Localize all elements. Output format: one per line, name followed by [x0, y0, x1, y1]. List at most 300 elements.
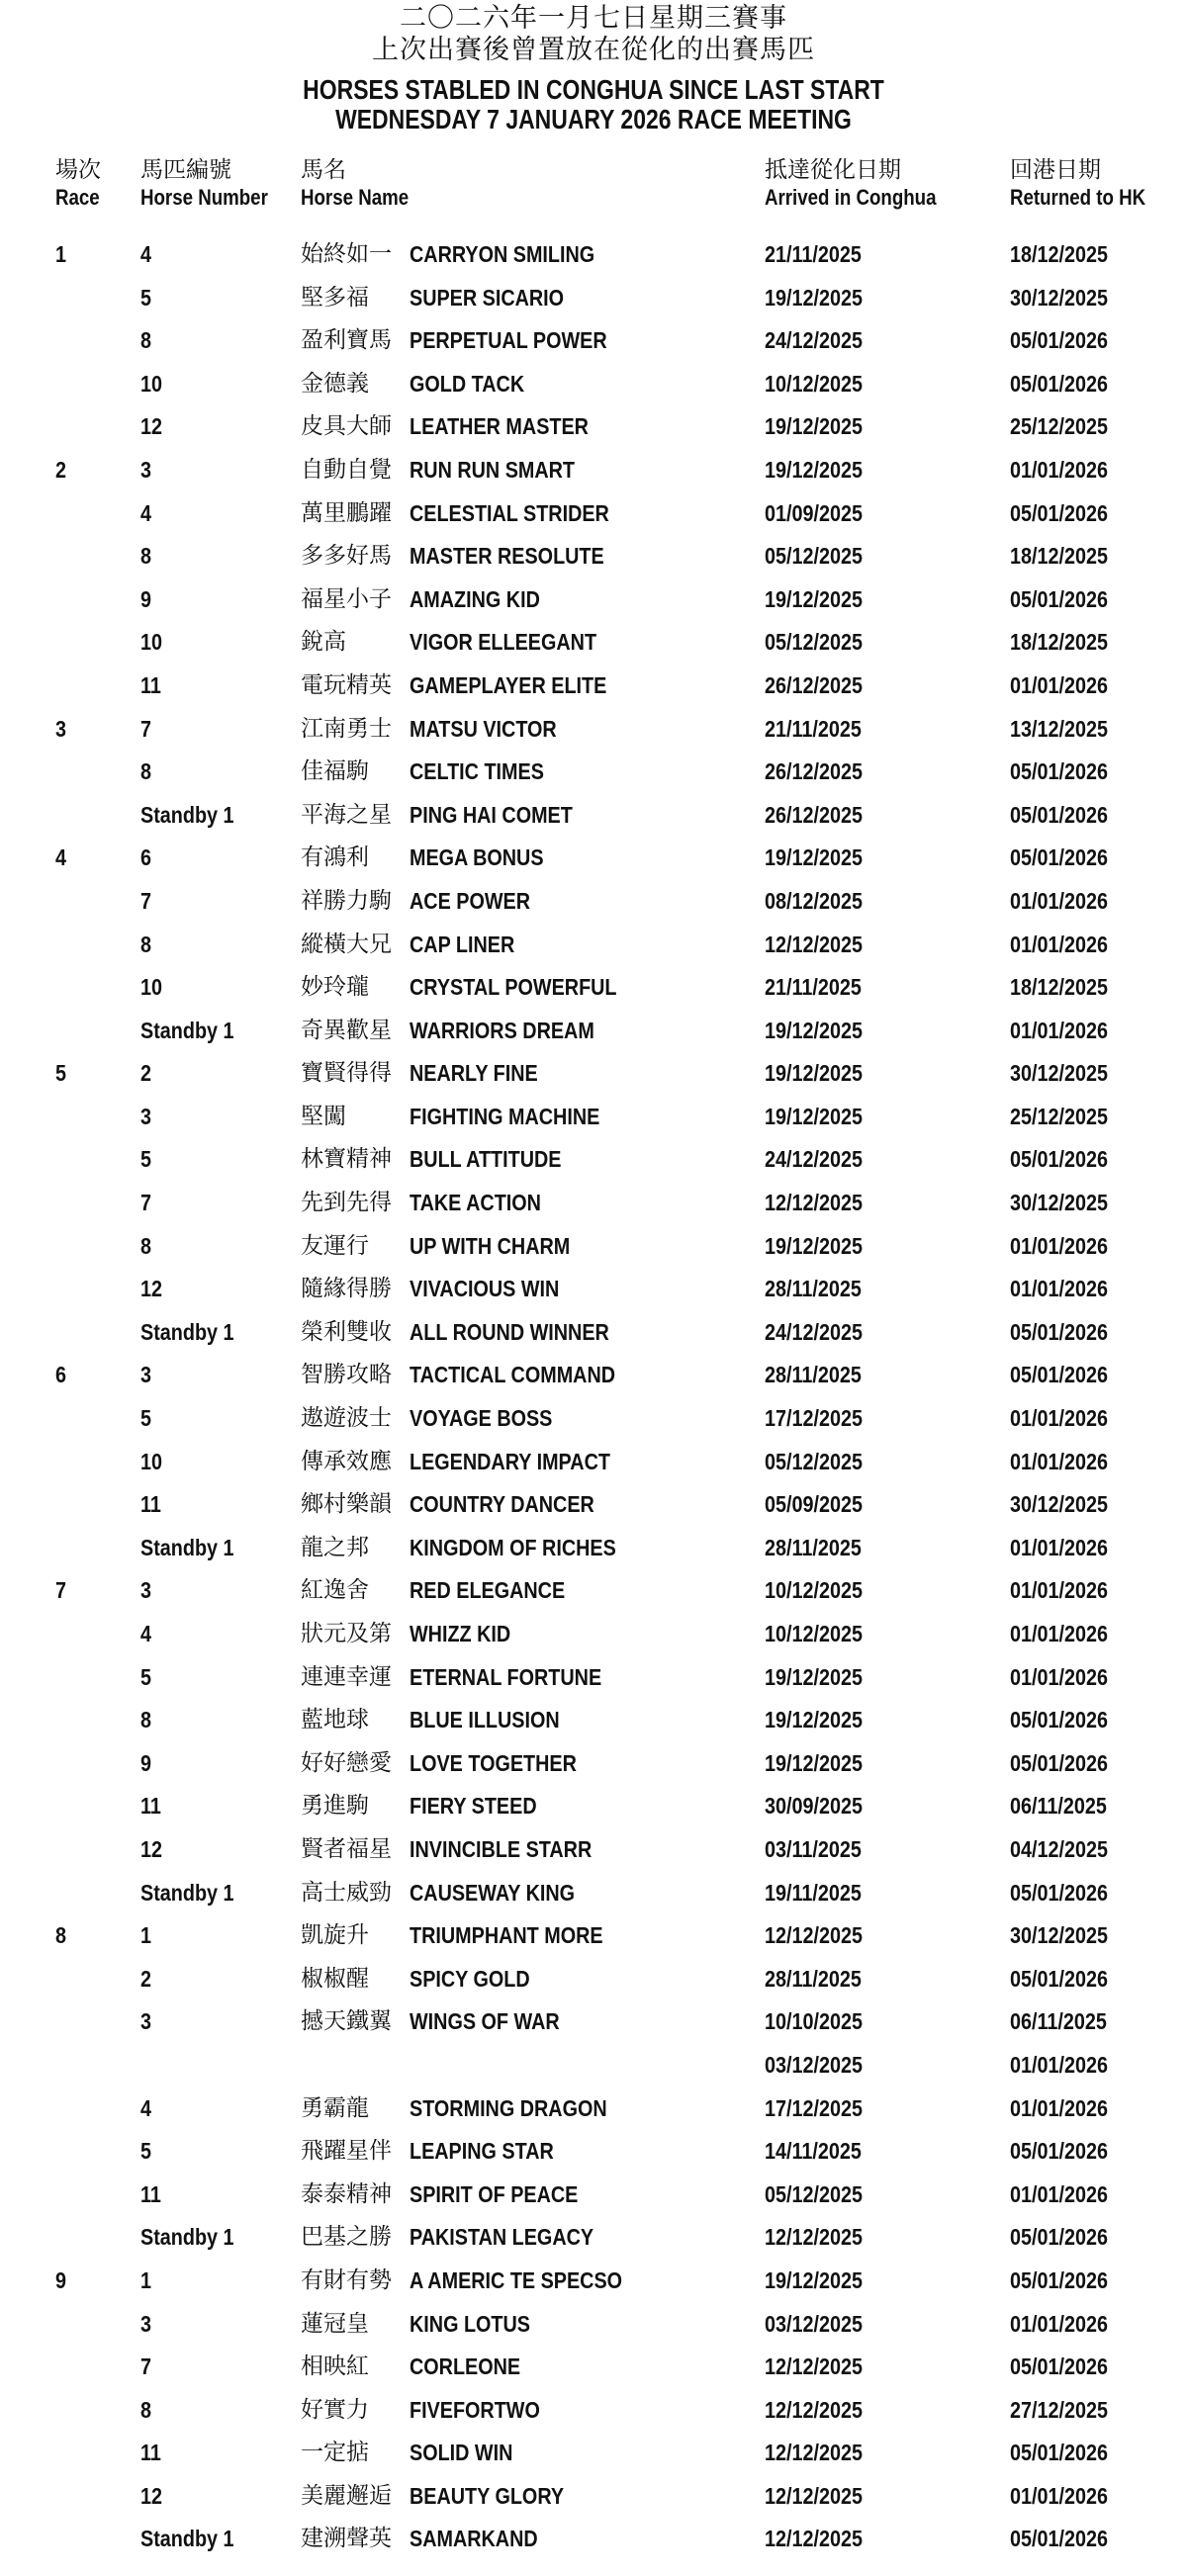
horse-name-zh-cell: 堅闖	[301, 1103, 346, 1129]
column-header-returned	[1010, 156, 1169, 212]
returned-date-cell: 06/11/2025	[1010, 2008, 1107, 2035]
horse-name-zh-cell: 有財有勢	[301, 2266, 392, 2293]
table-row	[0, 322, 1187, 366]
horse-name-en-cell: WINGS OF WAR	[410, 2008, 560, 2035]
horse-number-cell: 12	[140, 1835, 163, 1862]
column-header-number	[140, 156, 291, 212]
horse-name-en-cell: VOYAGE BOSS	[410, 1405, 553, 1432]
returned-date-cell: 05/01/2026	[1010, 758, 1109, 785]
horse-number-cell: 8	[140, 931, 152, 957]
horse-name-zh-cell: 美麗邂逅	[301, 2482, 392, 2509]
horse-name-zh-cell: 縱橫大兄	[301, 931, 392, 957]
arrived-date-cell: 12/12/2025	[765, 1190, 864, 1216]
table-row	[0, 1486, 1187, 1530]
horse-name-zh-cell: 凱旋升	[301, 1922, 369, 1949]
horse-number-cell: 8	[140, 758, 152, 785]
arrived-date-cell: 10/12/2025	[765, 370, 864, 397]
horse-name-zh-cell: 鄉村樂韻	[301, 1491, 392, 1518]
race-cell: 7	[55, 1577, 67, 1604]
arrived-date-cell: 05/12/2025	[765, 629, 864, 656]
table-row	[0, 927, 1187, 970]
column-header-name-zh: 馬名	[301, 157, 346, 183]
returned-date-cell: 01/01/2026	[1010, 2094, 1109, 2121]
arrived-date-cell: 12/12/2025	[765, 2526, 864, 2552]
horse-number-cell: 3	[140, 2008, 152, 2035]
horse-number-cell: Standby 1	[140, 1318, 234, 1345]
returned-date-cell: 18/12/2025	[1010, 974, 1109, 1001]
horse-name-en-cell: AMAZING KID	[410, 585, 540, 612]
arrived-date-cell: 19/12/2025	[765, 284, 864, 311]
table-row	[0, 1444, 1187, 1487]
horse-number-cell: 5	[140, 1405, 152, 1432]
horse-name-en-cell: WARRIORS DREAM	[410, 1017, 594, 1043]
title-zh-line1: 二〇二六年一月七日星期三賽事	[400, 3, 787, 34]
arrived-date-cell: 28/11/2025	[765, 1534, 862, 1560]
horse-name-zh-cell: 勇霸龍	[301, 2094, 369, 2121]
horse-number-cell: 4	[140, 2094, 152, 2121]
horse-name-zh-cell: 江南勇士	[301, 715, 392, 742]
table-row	[0, 2263, 1187, 2306]
table-row	[0, 797, 1187, 841]
returned-date-cell: 01/01/2026	[1010, 2482, 1109, 2509]
horse-name-en-cell: CELESTIAL STRIDER	[410, 499, 609, 526]
horse-name-en-cell: FIERY STEED	[410, 1793, 537, 1820]
horse-number-cell: 12	[140, 1276, 163, 1302]
horse-name-zh-cell: 林寶精神	[301, 1146, 392, 1173]
horse-number-cell: 9	[140, 1749, 152, 1776]
horse-number-cell: 8	[140, 1232, 152, 1259]
returned-date-cell: 05/01/2026	[1010, 844, 1109, 871]
horse-number-cell: Standby 1	[140, 801, 234, 828]
horse-name-zh-cell: 寶賢得得	[301, 1060, 392, 1087]
returned-date-cell: 05/01/2026	[1010, 2266, 1109, 2293]
horse-name-zh-cell: 妙玲瓏	[301, 974, 369, 1001]
title-en-line2: WEDNESDAY 7 JANUARY 2026 RACE MEETING	[335, 104, 852, 134]
returned-date-cell: 05/01/2026	[1010, 327, 1109, 354]
horse-name-zh-cell: 銳高	[301, 629, 346, 656]
column-header-arrived	[765, 156, 966, 212]
table-row	[0, 495, 1187, 539]
table-row	[0, 1572, 1187, 1616]
horse-name-en-cell: KING LOTUS	[410, 2310, 530, 2337]
column-header-number-en: Horse Number	[140, 185, 268, 210]
horse-name-zh-cell: 好好戀愛	[301, 1749, 392, 1776]
horse-number-cell: 3	[140, 1577, 152, 1604]
title-zh-line2: 上次出賽後曾置放在從化的出賽馬匹	[372, 35, 815, 65]
horse-name-en-cell: NEARLY FINE	[410, 1060, 538, 1087]
horse-name-zh-cell: 祥勝力駒	[301, 887, 392, 914]
horse-name-en-cell: ETERNAL FORTUNE	[410, 1663, 602, 1690]
horse-name-en-cell: MATSU VICTOR	[410, 715, 557, 742]
horse-number-cell: 10	[140, 629, 163, 656]
horse-number-cell: 6	[140, 844, 152, 871]
horse-name-zh-cell: 佳福駒	[301, 758, 369, 785]
arrived-date-cell: 19/12/2025	[765, 1749, 864, 1776]
horse-number-cell: 2	[140, 1965, 152, 1992]
table-row	[0, 1228, 1187, 1272]
horse-name-en-cell: PAKISTAN LEGACY	[410, 2224, 594, 2251]
horse-name-zh-cell: 椒椒醒	[301, 1965, 369, 1992]
horse-name-en-cell: CORLEONE	[410, 2354, 521, 2380]
horse-name-en-cell: TRIUMPHANT MORE	[410, 1922, 603, 1949]
returned-date-cell: 27/12/2025	[1010, 2396, 1109, 2423]
horse-name-en-cell: ALL ROUND WINNER	[410, 1318, 609, 1345]
horse-name-en-cell: A AMERIC TE SPECSO	[410, 2266, 623, 2293]
arrived-date-cell: 28/11/2025	[765, 1362, 862, 1388]
returned-date-cell: 18/12/2025	[1010, 629, 1109, 656]
horse-name-en-cell: KINGDOM OF RICHES	[410, 1534, 616, 1560]
returned-date-cell: 05/01/2026	[1010, 1965, 1109, 1992]
table-row	[0, 1961, 1187, 2004]
horse-number-cell: 3	[140, 2310, 152, 2337]
returned-date-cell: 01/01/2026	[1010, 671, 1109, 698]
returned-date-cell: 01/01/2026	[1010, 1663, 1109, 1690]
column-header-arrived-zh: 抵達從化日期	[765, 157, 901, 183]
column-header-number-zh: 馬匹編號	[140, 157, 231, 183]
horse-name-en-cell: BULL ATTITUDE	[410, 1146, 562, 1173]
table-row	[0, 280, 1187, 323]
horse-number-cell: 11	[140, 1793, 161, 1820]
arrived-date-cell: 21/11/2025	[765, 974, 862, 1001]
horse-name-zh-cell: 隨緣得勝	[301, 1276, 392, 1302]
table-row	[0, 1875, 1187, 1918]
table-row	[0, 1141, 1187, 1185]
arrived-date-cell: 17/12/2025	[765, 2094, 864, 2121]
horse-name-zh-cell: 盈利寶馬	[301, 327, 392, 354]
arrived-date-cell: 19/11/2025	[765, 1879, 862, 1906]
table-row	[0, 2219, 1187, 2263]
horse-number-cell: 7	[140, 1190, 152, 1216]
table-row	[0, 1831, 1187, 1875]
horse-name-zh-cell: 遨遊波士	[301, 1405, 392, 1432]
arrived-date-cell: 17/12/2025	[765, 1405, 864, 1432]
arrived-date-cell: 19/12/2025	[765, 456, 864, 483]
horse-name-en-cell: CARRYON SMILING	[410, 241, 595, 267]
table-row	[0, 2306, 1187, 2350]
horse-name-en-cell: LOVE TOGETHER	[410, 1749, 577, 1776]
race-cell: 6	[55, 1362, 67, 1388]
arrived-date-cell: 19/12/2025	[765, 844, 864, 871]
horse-name-en-cell: SOLID WIN	[410, 2440, 513, 2466]
column-header-returned-en: Returned to HK	[1010, 185, 1146, 210]
arrived-date-cell: 05/12/2025	[765, 543, 864, 570]
table-row	[0, 2047, 1187, 2090]
returned-date-cell: 05/01/2026	[1010, 801, 1109, 828]
horse-number-cell: 4	[140, 499, 152, 526]
returned-date-cell: 01/01/2026	[1010, 1577, 1109, 1604]
returned-date-cell: 05/01/2026	[1010, 1707, 1109, 1733]
returned-date-cell: 25/12/2025	[1010, 413, 1109, 440]
returned-date-cell: 30/12/2025	[1010, 1922, 1109, 1949]
returned-date-cell: 06/11/2025	[1010, 1793, 1107, 1820]
horse-number-cell: 11	[140, 2440, 161, 2466]
arrived-date-cell: 05/12/2025	[765, 2180, 864, 2207]
arrived-date-cell: 19/12/2025	[765, 1103, 864, 1129]
horse-name-en-cell: TAKE ACTION	[410, 1190, 541, 1216]
table-row	[0, 1788, 1187, 1831]
horse-name-zh-cell: 自動自覺	[301, 456, 392, 483]
horse-name-en-cell: COUNTRY DANCER	[410, 1491, 594, 1518]
returned-date-cell: 05/01/2026	[1010, 2526, 1109, 2552]
horse-name-en-cell: CELTIC TIMES	[410, 758, 544, 785]
horse-table	[0, 236, 1187, 2564]
horse-number-cell: 12	[140, 2482, 163, 2509]
horse-name-zh-cell: 好實力	[301, 2396, 369, 2423]
horse-number-cell: 7	[140, 887, 152, 914]
horse-number-cell: 9	[140, 585, 152, 612]
arrived-date-cell: 12/12/2025	[765, 2354, 864, 2380]
horse-name-en-cell: SAMARKAND	[410, 2526, 538, 2552]
table-row	[0, 711, 1187, 755]
horse-name-zh-cell: 撼天鐵翼	[301, 2008, 392, 2035]
returned-date-cell: 01/01/2026	[1010, 2180, 1109, 2207]
arrived-date-cell: 19/12/2025	[765, 1707, 864, 1733]
horse-name-en-cell: PING HAI COMET	[410, 801, 573, 828]
horse-number-cell: 10	[140, 974, 163, 1001]
horse-number-cell: 8	[140, 543, 152, 570]
horse-name-en-cell: WHIZZ KID	[410, 1621, 511, 1646]
horse-number-cell: 10	[140, 370, 163, 397]
returned-date-cell: 01/01/2026	[1010, 1405, 1109, 1432]
horse-name-en-cell: STORMING DRAGON	[410, 2094, 607, 2121]
race-cell: 8	[55, 1922, 67, 1949]
returned-date-cell: 13/12/2025	[1010, 715, 1109, 742]
returned-date-cell: 05/01/2026	[1010, 1146, 1109, 1173]
arrived-date-cell: 12/12/2025	[765, 2440, 864, 2466]
horse-name-en-cell: UP WITH CHARM	[410, 1232, 571, 1259]
table-row	[0, 236, 1187, 280]
horse-name-en-cell: LEGENDARY IMPACT	[410, 1448, 610, 1474]
arrived-date-cell: 12/12/2025	[765, 2482, 864, 2509]
arrived-date-cell: 05/12/2025	[765, 1448, 864, 1474]
horse-name-zh-cell: 平海之星	[301, 801, 392, 828]
table-row	[0, 1314, 1187, 1358]
arrived-date-cell: 28/11/2025	[765, 1965, 862, 1992]
horse-number-cell: 1	[140, 1922, 152, 1949]
arrived-date-cell: 08/12/2025	[765, 887, 864, 914]
table-row	[0, 1530, 1187, 1573]
horse-number-cell: 12	[140, 413, 163, 440]
race-cell: 4	[55, 844, 67, 871]
horse-number-cell: 5	[140, 284, 152, 311]
returned-date-cell: 05/01/2026	[1010, 2224, 1109, 2251]
returned-date-cell: 01/01/2026	[1010, 2310, 1109, 2337]
returned-date-cell: 05/01/2026	[1010, 499, 1109, 526]
horse-number-cell: 3	[140, 1362, 152, 1388]
column-header-race-zh: 場次	[55, 157, 101, 183]
horse-number-cell: Standby 1	[140, 2526, 234, 2552]
horse-name-zh-cell: 多多好馬	[301, 543, 392, 570]
table-row	[0, 1616, 1187, 1659]
horse-number-cell: 7	[140, 2354, 152, 2380]
race-cell: 1	[55, 241, 67, 267]
horse-name-zh-cell: 榮利雙收	[301, 1318, 392, 1345]
horse-name-zh-cell: 萬里鵬躍	[301, 499, 392, 526]
returned-date-cell: 01/01/2026	[1010, 1448, 1109, 1474]
column-header-arrived-en: Arrived in Conghua	[765, 185, 937, 210]
returned-date-cell: 01/01/2026	[1010, 2051, 1109, 2078]
horse-number-cell: 8	[140, 327, 152, 354]
horse-number-cell: 11	[140, 671, 161, 698]
arrived-date-cell: 12/12/2025	[765, 2396, 864, 2423]
returned-date-cell: 05/01/2026	[1010, 2440, 1109, 2466]
horse-number-cell: 11	[140, 2180, 161, 2207]
horse-name-zh-cell: 先到先得	[301, 1190, 392, 1216]
column-headers	[0, 156, 1187, 216]
table-row	[0, 1659, 1187, 1703]
horse-number-cell: Standby 1	[140, 1534, 234, 1560]
table-row	[0, 2133, 1187, 2176]
horse-name-zh-cell: 友運行	[301, 1232, 369, 1259]
table-row	[0, 969, 1187, 1013]
horse-name-en-cell: GAMEPLAYER ELITE	[410, 671, 607, 698]
horse-name-en-cell: BEAUTY GLORY	[410, 2482, 565, 2509]
returned-date-cell: 01/01/2026	[1010, 456, 1109, 483]
table-row	[0, 1055, 1187, 1099]
arrived-date-cell: 28/11/2025	[765, 1276, 862, 1302]
horse-number-cell: 5	[140, 1146, 152, 1173]
horse-number-cell: 1	[140, 2266, 152, 2293]
horse-name-en-cell: INVINCIBLE STARR	[410, 1835, 593, 1862]
table-row	[0, 883, 1187, 927]
horse-number-cell: 10	[140, 1448, 163, 1474]
arrived-date-cell: 19/12/2025	[765, 1060, 864, 1087]
horse-name-en-cell: CAP LINER	[410, 931, 515, 957]
column-header-name	[301, 156, 427, 212]
arrived-date-cell: 05/09/2025	[765, 1491, 864, 1518]
horse-name-zh-cell: 智勝攻略	[301, 1362, 392, 1388]
horse-number-cell: 3	[140, 456, 152, 483]
returned-date-cell: 05/01/2026	[1010, 2354, 1109, 2380]
column-header-race-en: Race	[55, 185, 100, 210]
arrived-date-cell: 26/12/2025	[765, 801, 864, 828]
race-cell: 5	[55, 1060, 67, 1087]
horse-number-cell: Standby 1	[140, 1879, 234, 1906]
arrived-date-cell: 03/12/2025	[765, 2310, 864, 2337]
horse-name-zh-cell: 連連幸運	[301, 1663, 392, 1690]
returned-date-cell: 04/12/2025	[1010, 1835, 1109, 1862]
returned-date-cell: 30/12/2025	[1010, 284, 1109, 311]
column-header-name-en: Horse Name	[301, 185, 410, 210]
horse-number-cell: 3	[140, 1103, 152, 1129]
arrived-date-cell: 26/12/2025	[765, 758, 864, 785]
returned-date-cell: 30/12/2025	[1010, 1491, 1109, 1518]
table-row	[0, 2435, 1187, 2478]
horse-name-en-cell: MASTER RESOLUTE	[410, 543, 604, 570]
returned-date-cell: 18/12/2025	[1010, 543, 1109, 570]
horse-number-cell: 8	[140, 2396, 152, 2423]
horse-number-cell: 5	[140, 2138, 152, 2165]
horse-name-zh-cell: 電玩精英	[301, 671, 392, 698]
table-row	[0, 2478, 1187, 2522]
table-row	[0, 754, 1187, 797]
horse-number-cell: 7	[140, 715, 152, 742]
horse-name-zh-cell: 有鴻利	[301, 844, 369, 871]
horse-name-zh-cell: 始終如一	[301, 241, 392, 267]
arrived-date-cell: 19/12/2025	[765, 585, 864, 612]
horse-name-zh-cell: 奇異歡星	[301, 1017, 392, 1043]
horse-name-en-cell: RED ELEGANCE	[410, 1577, 566, 1604]
horse-name-zh-cell: 福星小子	[301, 585, 392, 612]
horse-name-en-cell: GOLD TACK	[410, 370, 525, 397]
arrived-date-cell: 19/12/2025	[765, 1017, 864, 1043]
table-row	[0, 366, 1187, 409]
arrived-date-cell: 14/11/2025	[765, 2138, 862, 2165]
arrived-date-cell: 19/12/2025	[765, 413, 864, 440]
horse-number-cell: 4	[140, 1621, 152, 1646]
table-row	[0, 667, 1187, 711]
arrived-date-cell: 24/12/2025	[765, 1318, 864, 1345]
horse-name-zh-cell: 狀元及第	[301, 1621, 392, 1646]
horse-name-zh-cell: 紅逸舍	[301, 1577, 369, 1604]
arrived-date-cell: 21/11/2025	[765, 241, 862, 267]
returned-date-cell: 05/01/2026	[1010, 585, 1109, 612]
horse-name-zh-cell: 蓮冠皇	[301, 2310, 369, 2337]
horse-name-en-cell: CAUSEWAY KING	[410, 1879, 576, 1906]
arrived-date-cell: 10/10/2025	[765, 2008, 864, 2035]
horse-name-en-cell: MEGA BONUS	[410, 844, 544, 871]
arrived-date-cell: 24/12/2025	[765, 327, 864, 354]
table-row	[0, 408, 1187, 452]
horse-name-zh-cell: 飛躍星伴	[301, 2138, 392, 2165]
returned-date-cell: 25/12/2025	[1010, 1103, 1109, 1129]
arrived-date-cell: 30/09/2025	[765, 1793, 864, 1820]
returned-date-cell: 05/01/2026	[1010, 1318, 1109, 1345]
horse-number-cell: 8	[140, 1707, 152, 1733]
race-cell: 9	[55, 2266, 67, 2293]
returned-date-cell: 01/01/2026	[1010, 931, 1109, 957]
returned-date-cell: 05/01/2026	[1010, 370, 1109, 397]
horse-name-zh-cell: 龍之邦	[301, 1534, 369, 1560]
race-cell: 2	[55, 456, 67, 483]
horse-name-zh-cell: 皮具大師	[301, 413, 392, 440]
table-row	[0, 581, 1187, 625]
horse-name-en-cell: RUN RUN SMART	[410, 456, 576, 483]
arrived-date-cell: 10/12/2025	[765, 1621, 864, 1646]
table-row	[0, 1702, 1187, 1745]
horse-name-en-cell: SUPER SICARIO	[410, 284, 565, 311]
returned-date-cell: 30/12/2025	[1010, 1060, 1109, 1087]
table-row	[0, 1013, 1187, 1056]
returned-date-cell: 05/01/2026	[1010, 1879, 1109, 1906]
arrived-date-cell: 19/12/2025	[765, 1232, 864, 1259]
arrived-date-cell: 19/12/2025	[765, 1663, 864, 1690]
arrived-date-cell: 01/09/2025	[765, 499, 864, 526]
horse-name-en-cell: PERPETUAL POWER	[410, 327, 607, 354]
arrived-date-cell: 12/12/2025	[765, 931, 864, 957]
horse-name-zh-cell: 堅多福	[301, 284, 369, 311]
horse-name-en-cell: SPICY GOLD	[410, 1965, 530, 1992]
arrived-date-cell: 12/12/2025	[765, 1922, 864, 1949]
horse-number-cell: Standby 1	[140, 2224, 234, 2251]
horse-name-en-cell: LEAPING STAR	[410, 2138, 554, 2165]
returned-date-cell: 01/01/2026	[1010, 1621, 1109, 1646]
horse-name-zh-cell: 建溯聲英	[301, 2526, 392, 2552]
horse-name-en-cell: ACE POWER	[410, 887, 530, 914]
table-row	[0, 2090, 1187, 2134]
table-row	[0, 538, 1187, 581]
horse-name-zh-cell: 金德義	[301, 370, 369, 397]
horse-number-cell: 11	[140, 1491, 161, 1518]
table-row	[0, 840, 1187, 883]
arrived-date-cell: 24/12/2025	[765, 1146, 864, 1173]
horse-name-zh-cell: 巴基之勝	[301, 2224, 392, 2251]
horse-name-en-cell: LEATHER MASTER	[410, 413, 589, 440]
arrived-date-cell: 19/12/2025	[765, 2266, 864, 2293]
returned-date-cell: 18/12/2025	[1010, 241, 1109, 267]
arrived-date-cell: 12/12/2025	[765, 2224, 864, 2251]
table-row	[0, 1357, 1187, 1400]
